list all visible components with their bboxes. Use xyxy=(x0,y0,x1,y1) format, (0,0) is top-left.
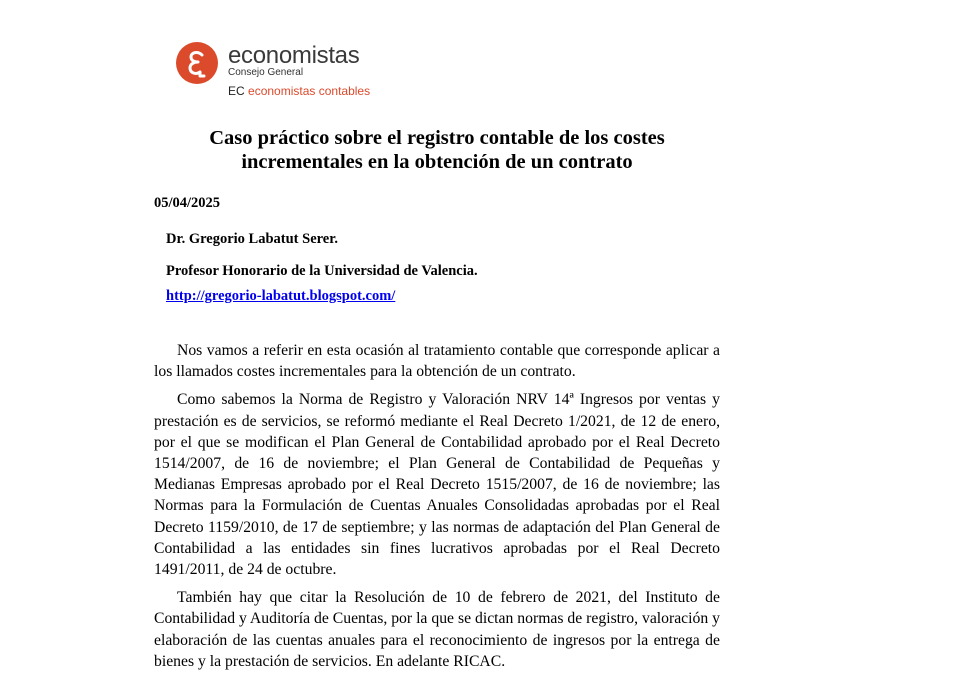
body-text xyxy=(154,340,720,679)
logo-ec-line xyxy=(228,83,370,99)
author-position: Profesor Honorario de la Universidad de Valencia. xyxy=(166,263,478,279)
blog-link[interactable]: http://gregorio-labatut.blogspot.com/ xyxy=(166,288,396,304)
logo-brand: economistas xyxy=(228,42,360,69)
paragraph: Nos vamos a referir en esta ocasión al tratamiento contable que corresponde aplicar a los llamados costes incrementales para la obtención de un contrato. xyxy=(154,342,720,381)
author-name: Dr. Gregorio Labatut Serer. xyxy=(166,231,338,247)
paragraph: Como sabemos la Norma de Registro y Valoración NRV 14ª Ingresos por ventas y prestación es de servicios, se reformó mediante el Real Decreto 1/2021, de 12 de enero, por el que se modifican el Plan General de Contabilidad aprobado por el Real Decreto 1514/2007, de 16 de noviembre; el Plan General de Contabilidad de Pequeñas y Medianas Empresas aprobado por el Real Decreto 1515/2007, de 16 de noviembre; las Normas para la Formulación de Cuentas Anuales Consolidadas aprobadas por el Real Decreto 1159/2010, de 17 de septiembre; y las normas de adaptación del Plan General de Contabilidad a las entidades sin fines lucrativos aprobadas por el Real Decreto 1491/2011, de 24 de octubre. xyxy=(154,391,720,579)
document-title: Caso práctico sobre el registro contable de los costes incrementales en la obtención de un contrato xyxy=(209,127,665,173)
paragraph: También hay que citar la Resolución de 10 de febrero de 2021, del Instituto de Contabilidad y Auditoría de Cuentas, por la que se dictan normas de registro, valoración y elaboración de las cuentas anuales para el reconocimiento de ingresos por la entrega de bienes y la prestación de servicios. En adelante RICAC. xyxy=(154,589,720,670)
logo-ec-abbr: EC xyxy=(228,84,245,98)
document-date: 05/04/2025 xyxy=(154,195,221,211)
logo-ec-name: economistas contables xyxy=(248,84,371,98)
logo-icon xyxy=(176,42,218,84)
logo-symbol xyxy=(185,48,209,78)
logo-subtitle: Consejo General xyxy=(228,67,304,78)
